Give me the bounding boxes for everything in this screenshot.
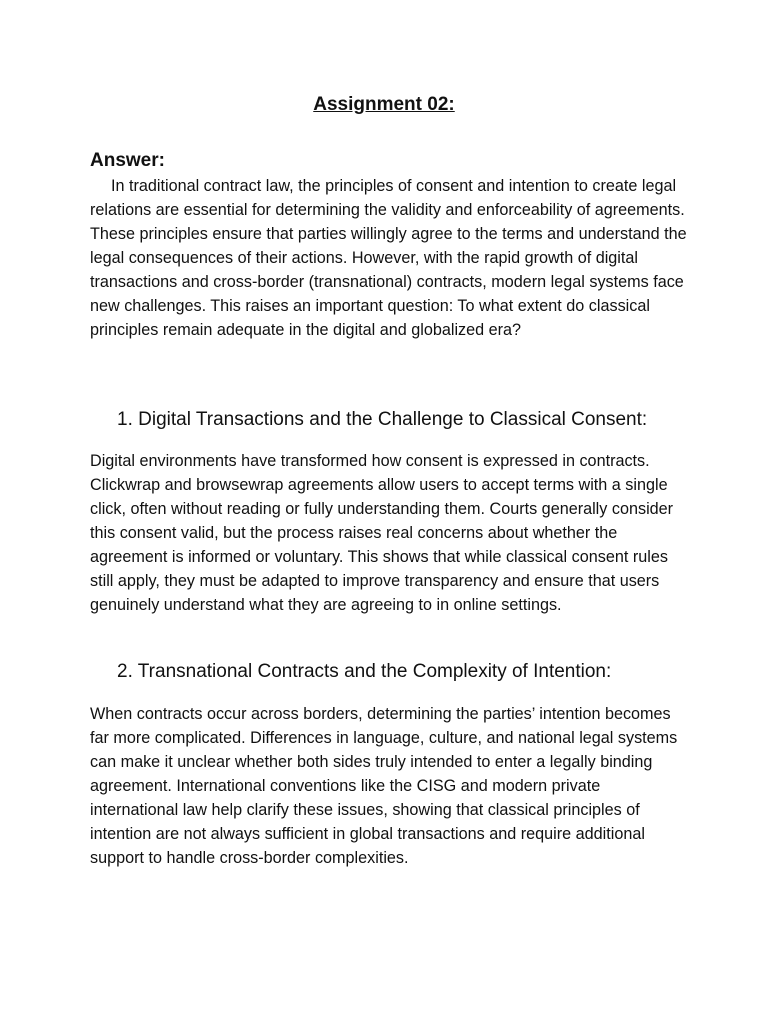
section-2-body: When contracts occur across borders, determining the parties’ intention becomes far more complicated. Differences in language, culture, and national legal systems can make it unclear whether both sides truly intended to enter a legally binding agreement. International conventions like the CISG and modern private international law help clarify these issues, showing that classical principles of intention are not always sufficient in global transactions and require additional support to handle cross-border complexities. [90, 705, 678, 867]
section-1-body: Digital environments have transformed how consent is expressed in contracts. Clickwrap and browsewrap agreements allow users to accept terms with a single click, often without reading or fully understanding them. Courts generally consider this consent valid, but the process raises real concerns about whether the agreement is informed or voluntary. This shows that while classical consent rules still apply, they must be adapted to improve transparency and ensure that users genuinely understand what they are agreeing to in online settings. [90, 452, 674, 614]
answer-label: Answer: [90, 150, 165, 171]
section-2-heading: 2. Transnational Contracts and the Complexity of Intention: [117, 661, 612, 682]
intro-paragraph: In traditional contract law, the principles of consent and intention to create legal relations are essential for determining the validity and enforceability of agreements. These principles ensure that parties willingly agree to the terms and understand the legal consequences of their actions. However, with the rapid growth of digital transactions and cross-border (transnational) contracts, modern legal systems face new challenges. This raises an important question: To what extent do classical principles remain adequate in the digital and globalized era? [90, 177, 687, 339]
document-title: Assignment 02: [313, 94, 455, 115]
section-1-heading: 1. Digital Transactions and the Challenge to Classical Consent: [117, 409, 648, 430]
